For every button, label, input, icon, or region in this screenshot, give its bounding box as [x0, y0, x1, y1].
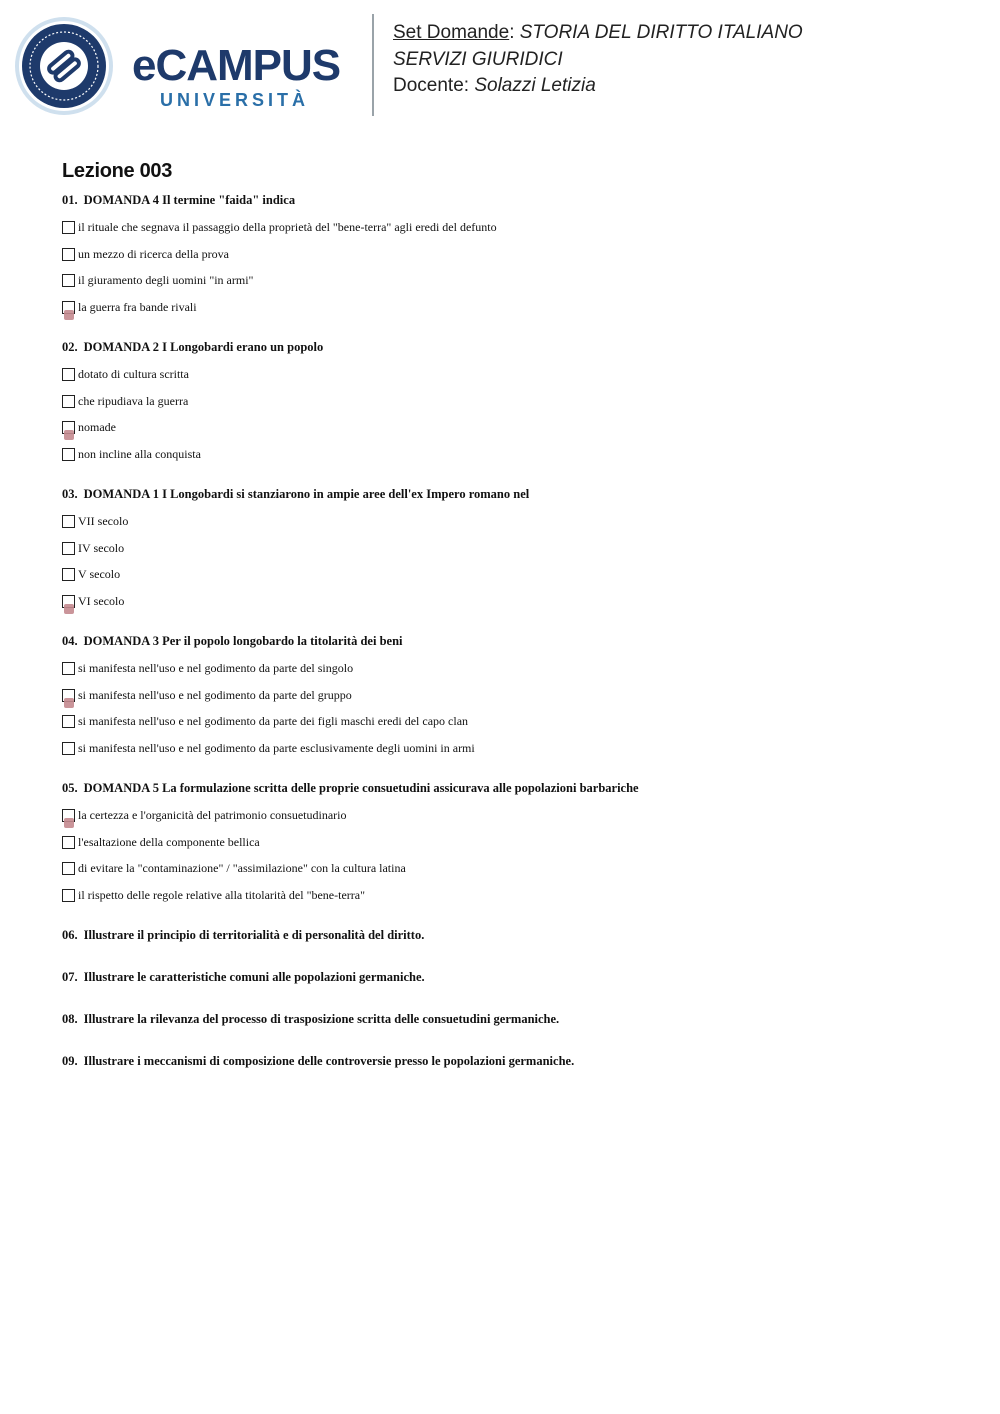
answer-checkbox[interactable]	[62, 221, 75, 234]
answer-checkbox[interactable]	[62, 889, 75, 902]
page-header	[0, 0, 1000, 130]
set-label: Set Domande	[393, 22, 510, 43]
question-number: 03.	[62, 487, 78, 501]
question-text	[62, 340, 962, 355]
answer-option[interactable]	[62, 300, 962, 327]
answer-checkbox[interactable]	[62, 248, 75, 261]
answer-label: si manifesta nell'uso e nel godimento da parte esclusivamente degli uomini in armi	[78, 740, 475, 755]
answer-checkbox[interactable]	[62, 595, 75, 608]
answer-option[interactable]	[62, 888, 962, 915]
question-text	[62, 487, 962, 502]
question-number: 01.	[62, 193, 78, 207]
answer-checkbox[interactable]	[62, 836, 75, 849]
answer-checkbox[interactable]	[62, 662, 75, 675]
open-question	[62, 928, 962, 943]
header-info	[393, 20, 803, 100]
selected-mark-icon	[64, 698, 74, 708]
selected-mark-icon	[64, 430, 74, 440]
answer-option[interactable]	[62, 661, 962, 688]
question-number: 02.	[62, 340, 78, 354]
answer-option[interactable]	[62, 514, 962, 541]
course-title-line	[393, 20, 803, 47]
docente-label: Docente:	[393, 75, 470, 96]
question-label: DOMANDA 5 La formulazione scritta delle proprie consuetudini assicurava alle popolazioni barbariche	[83, 781, 639, 795]
answer-checkbox[interactable]	[62, 368, 75, 381]
answer-checkbox[interactable]	[62, 809, 75, 822]
selected-mark-icon	[64, 310, 74, 320]
open-question	[62, 1054, 962, 1069]
answer-option[interactable]	[62, 420, 962, 447]
answer-option[interactable]	[62, 594, 962, 621]
answer-checkbox[interactable]	[62, 715, 75, 728]
ecampus-wordmark-logo	[132, 40, 362, 112]
selected-mark-icon	[64, 818, 74, 828]
answer-label: VII secolo	[78, 514, 129, 528]
answer-checkbox[interactable]	[62, 568, 75, 581]
question-block	[62, 634, 962, 767]
quiz-content	[62, 160, 962, 1096]
question-label: DOMANDA 2 I Longobardi erano un popolo	[83, 340, 324, 354]
answer-label: V secolo	[78, 567, 121, 581]
answer-label: il giuramento degli uomini "in armi"	[78, 273, 254, 287]
answer-label: nomade	[78, 420, 116, 434]
course-subtitle: SERVIZI GIURIDICI	[393, 48, 563, 70]
question-number: 08.	[62, 1012, 78, 1026]
answer-checkbox[interactable]	[62, 301, 75, 314]
answer-checkbox[interactable]	[62, 395, 75, 408]
answer-option[interactable]	[62, 273, 962, 300]
open-question-list	[62, 928, 962, 1069]
answer-label: di evitare la "contaminazione" / "assimilazione" con la cultura latina	[78, 861, 406, 875]
answer-label: si manifesta nell'uso e nel godimento da parte dei figli maschi eredi del capo clan	[78, 714, 469, 728]
question-label: DOMANDA 3 Per il popolo longobardo la titolarità dei beni	[83, 634, 403, 648]
answer-label: VI secolo	[78, 593, 125, 608]
course-name: STORIA DEL DIRITTO ITALIANO	[519, 22, 803, 43]
question-block	[62, 340, 962, 473]
answer-option[interactable]	[62, 835, 962, 862]
header-divider	[372, 14, 374, 116]
selected-mark-icon	[64, 604, 74, 614]
question-label: Illustrare il principio di territorialità e di personalità del diritto.	[83, 928, 425, 942]
answer-label: l'esaltazione della componente bellica	[78, 834, 260, 849]
answer-checkbox[interactable]	[62, 421, 75, 434]
question-text	[62, 781, 962, 796]
answer-checkbox[interactable]	[62, 689, 75, 702]
answer-label: dotato di cultura scritta	[78, 367, 189, 381]
answer-option[interactable]	[62, 861, 962, 888]
answer-label: non incline alla conquista	[78, 446, 201, 461]
answer-checkbox[interactable]	[62, 542, 75, 555]
answer-label: la certezza e l'organicità del patrimonio consuetudinario	[78, 808, 347, 822]
answer-label: che ripudiava la guerra	[78, 393, 189, 408]
set-separator: :	[509, 22, 515, 43]
answer-option[interactable]	[62, 808, 962, 835]
answer-label: il rituale che segnava il passaggio della proprietà del "bene-terra" agli eredi del defunto	[78, 220, 497, 234]
answer-label: si manifesta nell'uso e nel godimento da parte del singolo	[78, 661, 354, 675]
question-text	[62, 634, 962, 649]
lesson-title: Lezione 003	[62, 160, 173, 182]
question-number: 07.	[62, 970, 78, 984]
answer-option[interactable]	[62, 714, 962, 741]
svg-text:eCAMPUS: eCAMPUS	[132, 41, 341, 90]
question-number: 04.	[62, 634, 78, 648]
answer-option[interactable]	[62, 541, 962, 568]
answer-option[interactable]	[62, 688, 962, 715]
question-label: Illustrare la rilevanza del processo di trasposizione scritta delle consuetudini germaniche.	[83, 1012, 560, 1026]
question-block	[62, 193, 962, 326]
answer-checkbox[interactable]	[62, 862, 75, 875]
question-label: DOMANDA 1 I Longobardi si stanziarono in ampie aree dell'ex Impero romano nel	[83, 487, 530, 501]
open-question	[62, 970, 962, 985]
svg-text:UNIVERSITÀ: UNIVERSITÀ	[160, 90, 310, 110]
question-label: Illustrare le caratteristiche comuni alle popolazioni germaniche.	[83, 970, 425, 984]
answer-checkbox[interactable]	[62, 274, 75, 287]
answer-option[interactable]	[62, 367, 962, 394]
answer-label: si manifesta nell'uso e nel godimento da parte del gruppo	[78, 687, 352, 702]
question-number: 06.	[62, 928, 78, 942]
answer-label: il rispetto delle regole relative alla titolarità del "bene-terra"	[78, 887, 365, 902]
question-list	[62, 193, 962, 914]
answer-checkbox[interactable]	[62, 515, 75, 528]
answer-option[interactable]	[62, 741, 962, 768]
question-label: Illustrare i meccanismi di composizione delle controversie presso le popolazioni germaniche.	[83, 1054, 575, 1068]
answer-label: un mezzo di ricerca della prova	[78, 246, 229, 261]
answer-label: la guerra fra bande rivali	[78, 299, 197, 314]
question-number: 05.	[62, 781, 78, 795]
question-block	[62, 781, 962, 914]
answer-option[interactable]	[62, 220, 962, 247]
answer-checkbox[interactable]	[62, 448, 75, 461]
answer-option[interactable]	[62, 567, 962, 594]
ecampus-seal-icon	[14, 16, 114, 116]
answer-option[interactable]	[62, 247, 962, 274]
question-number: 09.	[62, 1054, 78, 1068]
answer-label: IV secolo	[78, 540, 125, 555]
question-text	[62, 193, 962, 208]
open-question	[62, 1012, 962, 1027]
question-block	[62, 487, 962, 620]
answer-option[interactable]	[62, 394, 962, 421]
question-label: DOMANDA 4 Il termine "faida" indica	[83, 193, 296, 207]
answer-checkbox[interactable]	[62, 742, 75, 755]
docente-name: Solazzi Letizia	[474, 75, 596, 96]
answer-option[interactable]	[62, 447, 962, 474]
